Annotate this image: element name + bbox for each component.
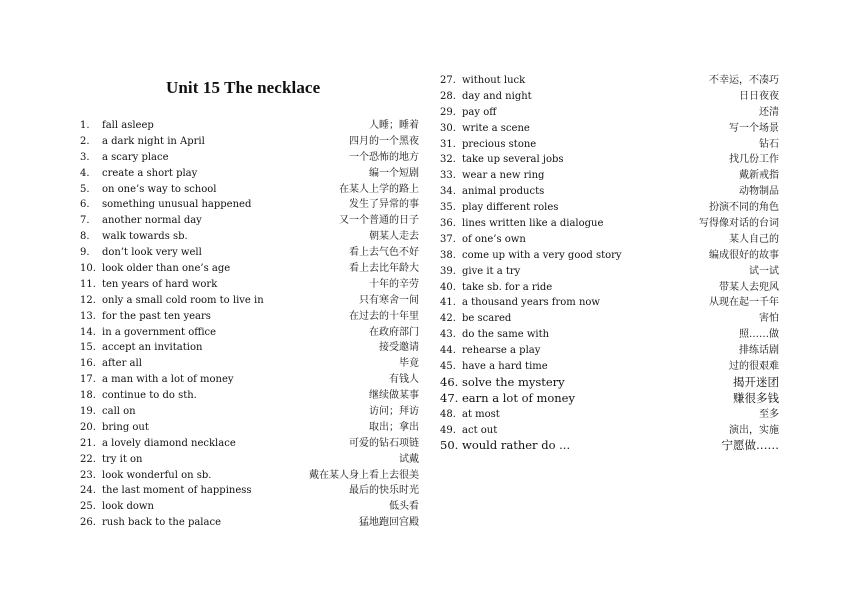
chinese-translation: 四月的一个黑夜 <box>349 135 419 147</box>
vocab-row <box>80 468 422 484</box>
english-phrase: take sb. for a ride <box>462 281 553 293</box>
chinese-translation: 演出，实施 <box>729 424 779 436</box>
item-number: 46. <box>440 374 459 389</box>
chinese-translation: 十年的辛劳 <box>369 278 419 290</box>
vocab-row <box>80 245 422 261</box>
chinese-translation: 朝某人走去 <box>369 231 419 243</box>
vocab-row <box>440 216 782 232</box>
vocab-list-right <box>440 73 782 454</box>
chinese-translation: 在过去的十年里 <box>349 310 419 322</box>
item-number: 38. <box>440 249 456 261</box>
item-number: 29. <box>440 106 456 118</box>
english-phrase: pay off <box>462 106 497 118</box>
item-number: 36. <box>440 218 456 230</box>
vocab-row <box>440 327 782 343</box>
vocab-row <box>440 73 782 89</box>
item-number: 13. <box>80 310 96 322</box>
chinese-translation: 访问；拜访 <box>369 406 419 418</box>
item-number: 47. <box>440 390 459 405</box>
chinese-translation: 写一个场景 <box>729 122 779 134</box>
english-phrase: create a short play <box>102 167 198 179</box>
vocab-row <box>80 404 422 420</box>
chinese-translation: 取出；拿出 <box>369 421 419 433</box>
vocab-row <box>440 137 782 153</box>
english-phrase: accept an invitation <box>102 342 203 354</box>
english-phrase: rehearse a play <box>462 345 541 357</box>
item-number: 48. <box>440 408 456 420</box>
english-phrase: a dark night in April <box>102 135 205 147</box>
item-number: 40. <box>440 281 456 293</box>
item-number: 43. <box>440 329 456 341</box>
item-number: 34. <box>440 186 456 198</box>
vocab-row <box>440 200 782 216</box>
vocab-row <box>440 184 782 200</box>
item-number: 2. <box>80 135 90 147</box>
chinese-translation: 看上去气色不好 <box>349 247 419 259</box>
vocab-row <box>80 229 422 245</box>
item-number: 1. <box>80 120 90 131</box>
english-phrase: solve the mystery <box>462 374 565 389</box>
item-number: 31. <box>440 138 456 150</box>
item-number: 20. <box>80 421 96 433</box>
vocab-row <box>80 293 422 309</box>
vocab-row <box>80 499 422 515</box>
chinese-translation: 又一个普通的日子 <box>339 215 419 227</box>
vocab-row <box>80 134 422 150</box>
vocab-row <box>440 264 782 280</box>
item-number: 42. <box>440 313 456 325</box>
chinese-translation: 赚很多钱 <box>733 390 779 405</box>
vocab-row <box>80 420 422 436</box>
vocab-row <box>440 89 782 105</box>
chinese-translation: 写得像对话的台词 <box>699 218 779 230</box>
vocab-row <box>80 515 422 531</box>
item-number: 30. <box>440 122 456 134</box>
chinese-translation: 照……做 <box>739 329 779 341</box>
chinese-translation: 在政府部门 <box>369 326 419 338</box>
chinese-translation: 继续做某事 <box>369 390 419 402</box>
english-phrase: precious stone <box>462 138 537 150</box>
vocab-row <box>440 121 782 137</box>
vocab-row <box>80 436 422 452</box>
english-phrase: wear a new ring <box>462 170 545 182</box>
chinese-translation: 毕竟 <box>399 358 419 370</box>
chinese-translation: 日日夜夜 <box>739 90 779 102</box>
vocab-row <box>80 118 422 134</box>
english-phrase: write a scene <box>462 122 530 134</box>
vocab-row <box>80 452 422 468</box>
english-phrase: play different roles <box>462 202 559 214</box>
vocab-row <box>440 168 782 184</box>
vocab-row <box>440 295 782 311</box>
item-number: 15. <box>80 342 96 354</box>
chinese-translation: 某人自己的 <box>729 233 779 245</box>
english-phrase: look wonderful on sb. <box>102 469 212 481</box>
item-number: 45. <box>440 361 456 373</box>
chinese-translation: 钻石 <box>759 138 779 150</box>
item-number: 49. <box>440 424 456 436</box>
english-phrase: continue to do sth. <box>102 390 197 402</box>
chinese-translation: 过的很艰难 <box>729 361 779 373</box>
vocab-row <box>440 407 782 423</box>
chinese-translation: 宁愿做…… <box>721 438 779 453</box>
vocab-row <box>440 438 782 454</box>
chinese-translation: 低头看 <box>389 501 419 513</box>
chinese-translation: 找几份工作 <box>729 154 779 166</box>
vocab-row <box>80 277 422 293</box>
item-number: 24. <box>80 485 96 497</box>
item-number: 33. <box>440 170 456 182</box>
item-number: 37. <box>440 233 456 245</box>
english-phrase: a scary place <box>102 151 169 163</box>
chinese-translation: 害怕 <box>759 313 779 325</box>
english-phrase: on one’s way to school <box>102 183 217 195</box>
chinese-translation: 一个恐怖的地方 <box>349 151 419 163</box>
item-number: 44. <box>440 345 456 357</box>
chinese-translation: 看上去比年龄大 <box>349 263 419 275</box>
item-number: 32. <box>440 154 456 166</box>
item-number: 4. <box>80 167 90 179</box>
english-phrase: do the same with <box>462 329 550 341</box>
english-phrase: rush back to the palace <box>102 517 221 529</box>
english-phrase: look older than one’s age <box>102 263 231 275</box>
vocab-row <box>440 359 782 375</box>
english-phrase: after all <box>102 358 142 370</box>
english-phrase: a man with a lot of money <box>102 374 234 386</box>
item-number: 9. <box>80 247 90 259</box>
item-number: 35. <box>440 202 456 214</box>
english-phrase: the last moment of happiness <box>102 485 252 497</box>
vocab-row <box>440 311 782 327</box>
vocab-row <box>80 166 422 182</box>
vocab-row <box>80 388 422 404</box>
chinese-translation: 人睡；睡着 <box>369 120 419 131</box>
english-phrase: a thousand years from now <box>462 297 600 309</box>
english-phrase: something unusual happened <box>102 199 252 211</box>
vocab-row <box>440 152 782 168</box>
item-number: 39. <box>440 265 456 277</box>
item-number: 16. <box>80 358 96 370</box>
chinese-translation: 编成很好的故事 <box>709 249 779 261</box>
english-phrase: take up several jobs <box>462 154 564 166</box>
item-number: 17. <box>80 374 96 386</box>
chinese-translation: 只有寒舍一间 <box>359 294 419 306</box>
english-phrase: earn a lot of money <box>462 390 575 405</box>
item-number: 3. <box>80 151 90 163</box>
chinese-translation: 有钱人 <box>389 374 419 386</box>
english-phrase: animal products <box>462 186 545 198</box>
vocab-row <box>80 150 422 166</box>
chinese-translation: 至多 <box>759 408 779 420</box>
vocab-row <box>80 356 422 372</box>
item-number: 27. <box>440 75 456 86</box>
item-number: 12. <box>80 294 96 306</box>
item-number: 23. <box>80 469 96 481</box>
item-number: 22. <box>80 453 96 465</box>
english-phrase: be scared <box>462 313 512 325</box>
english-phrase: of one’s own <box>462 233 526 245</box>
page-title: Unit 15 The necklace <box>166 78 321 97</box>
chinese-translation: 不幸运，不凑巧 <box>709 75 779 86</box>
chinese-translation: 带某人去兜风 <box>719 281 779 293</box>
item-number: 50. <box>440 438 459 453</box>
chinese-translation: 猛地跑回宫殿 <box>359 517 419 529</box>
vocab-row <box>80 340 422 356</box>
item-number: 14. <box>80 326 96 338</box>
chinese-translation: 揭开迷团 <box>733 374 779 389</box>
english-phrase: lines written like a dialogue <box>462 218 604 230</box>
chinese-translation: 扮演不同的角色 <box>709 202 779 214</box>
english-phrase: only a small cold room to live in <box>102 294 264 306</box>
vocab-row <box>440 105 782 121</box>
english-phrase: fall asleep <box>102 120 154 131</box>
vocab-row <box>80 182 422 198</box>
vocab-row <box>80 213 422 229</box>
chinese-translation: 接受邀请 <box>379 342 419 354</box>
english-phrase: day and night <box>462 90 532 102</box>
chinese-translation: 还清 <box>759 106 779 118</box>
english-phrase: act out <box>462 424 498 436</box>
vocab-row <box>440 423 782 439</box>
english-phrase: at most <box>462 408 500 420</box>
vocab-row <box>440 248 782 264</box>
chinese-translation: 最后的快乐时光 <box>349 485 419 497</box>
vocab-row <box>80 309 422 325</box>
english-phrase: for the past ten years <box>102 310 211 322</box>
item-number: 18. <box>80 390 96 402</box>
english-phrase: in a government office <box>102 326 217 338</box>
item-number: 26. <box>80 517 96 529</box>
vocab-row <box>80 325 422 341</box>
vocab-row <box>80 372 422 388</box>
vocab-row <box>440 280 782 296</box>
chinese-translation: 戴在某人身上看上去很美 <box>309 469 419 481</box>
item-number: 6. <box>80 199 90 211</box>
chinese-translation: 可爱的钻石项链 <box>349 437 419 449</box>
vocab-row <box>440 343 782 359</box>
item-number: 21. <box>80 437 96 449</box>
chinese-translation: 编一个短剧 <box>369 167 419 179</box>
vocab-list-left <box>80 118 422 531</box>
english-phrase: come up with a very good story <box>462 249 622 261</box>
chinese-translation: 从现在起一千年 <box>709 297 779 309</box>
english-phrase: have a hard time <box>462 361 548 373</box>
chinese-translation: 在某人上学的路上 <box>339 183 419 195</box>
chinese-translation: 发生了异常的事 <box>349 199 419 211</box>
english-phrase: a lovely diamond necklace <box>102 437 236 449</box>
english-phrase: would rather do ... <box>462 438 571 453</box>
chinese-translation: 动物制品 <box>739 186 779 198</box>
item-number: 5. <box>80 183 90 195</box>
english-phrase: ten years of hard work <box>102 278 218 290</box>
english-phrase: another normal day <box>102 215 202 227</box>
item-number: 10. <box>80 263 96 275</box>
item-number: 25. <box>80 501 96 513</box>
vocab-row <box>80 261 422 277</box>
chinese-translation: 试一试 <box>749 265 779 277</box>
vocab-row <box>440 232 782 248</box>
chinese-translation: 排练话剧 <box>739 345 779 357</box>
vocab-row <box>80 483 422 499</box>
english-phrase: don’t look very well <box>102 247 202 259</box>
english-phrase: call on <box>102 406 136 418</box>
english-phrase: without luck <box>462 75 526 86</box>
english-phrase: look down <box>102 501 154 513</box>
item-number: 7. <box>80 215 90 227</box>
item-number: 11. <box>80 278 96 290</box>
english-phrase: walk towards sb. <box>102 231 188 243</box>
english-phrase: give it a try <box>462 265 521 277</box>
item-number: 19. <box>80 406 96 418</box>
item-number: 41. <box>440 297 456 309</box>
english-phrase: try it on <box>102 453 143 465</box>
item-number: 28. <box>440 90 456 102</box>
vocab-row <box>440 391 782 407</box>
english-phrase: bring out <box>102 421 149 433</box>
chinese-translation: 试戴 <box>399 453 419 465</box>
chinese-translation: 戴新戒指 <box>739 170 779 182</box>
item-number: 8. <box>80 231 90 243</box>
vocab-row <box>80 197 422 213</box>
vocab-row <box>440 375 782 391</box>
